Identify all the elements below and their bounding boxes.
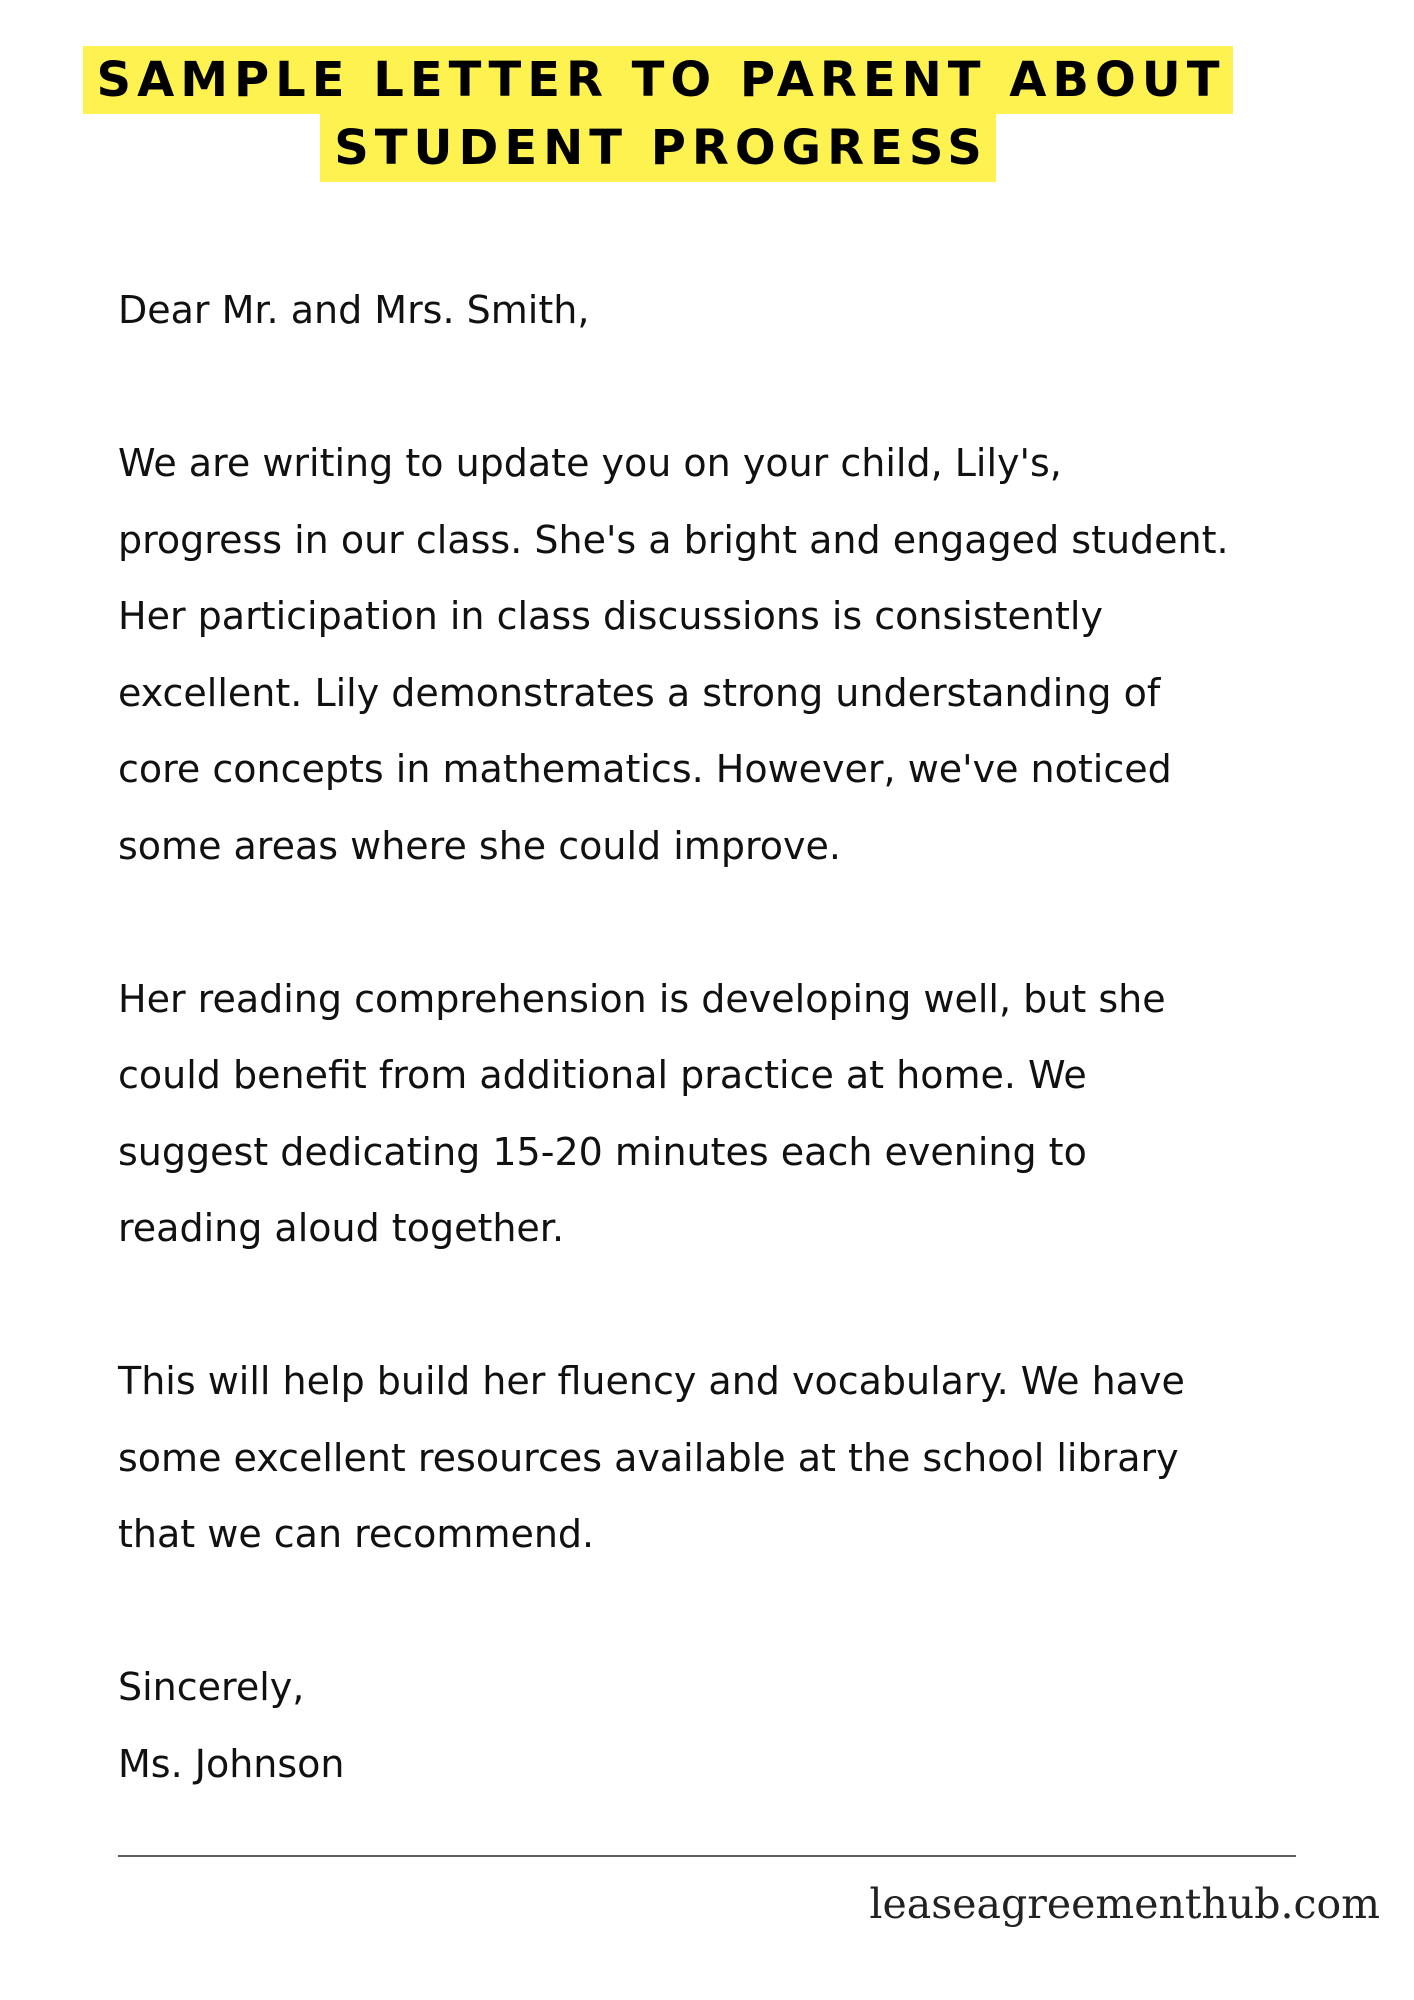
- signature: Ms. Johnson: [118, 1741, 345, 1786]
- paragraph-line: progress in our class. She's a bright and engaged student.: [118, 517, 1229, 562]
- paragraph-line: core concepts in mathematics. However, we've noticed: [118, 747, 1172, 791]
- salutation: Dear Mr. and Mrs. Smith,: [118, 288, 590, 332]
- paragraph-line: Her reading comprehension is developing well, but she: [118, 976, 1166, 1021]
- paragraph-line: that we can recommend.: [118, 1512, 595, 1556]
- paragraph-line: Her participation in class discussions is consistently: [118, 594, 1103, 638]
- footer-brand: leaseagreementhub.com: [869, 1880, 1380, 1928]
- paragraph-spacer: [118, 349, 1348, 426]
- title-line-2: STUDENT PROGRESS: [320, 114, 996, 182]
- paragraph-3: [118, 1343, 1348, 1573]
- paragraph-line: suggest dedicating 15-20 minutes each evening to: [118, 1129, 1087, 1174]
- paragraph-spacer: [118, 1267, 1348, 1344]
- paragraph-spacer: [118, 884, 1348, 961]
- paragraph-1: [118, 425, 1348, 884]
- paragraph-spacer: [118, 1573, 1348, 1650]
- paragraph-line: some excellent resources available at the school library: [118, 1435, 1179, 1480]
- paragraph-2: [118, 961, 1348, 1267]
- footer-divider: [118, 1855, 1296, 1857]
- paragraph-line: reading aloud together.: [118, 1206, 565, 1250]
- paragraph-line: some areas where she could improve.: [118, 823, 841, 868]
- letter-body: [118, 272, 1348, 1802]
- paragraph-line: could benefit from additional practice at home. We: [118, 1053, 1087, 1097]
- closing: Sincerely,: [118, 1665, 305, 1709]
- paragraph-line: This will help build her fluency and vocabulary. We have: [118, 1359, 1185, 1403]
- title-line-1: SAMPLE LETTER TO PARENT ABOUT: [83, 46, 1234, 114]
- paragraph-line: excellent. Lily demonstrates a strong understanding of: [118, 670, 1161, 715]
- page-title: [0, 46, 1414, 182]
- paragraph-line: We are writing to update you on your child, Lily's,: [118, 441, 1062, 485]
